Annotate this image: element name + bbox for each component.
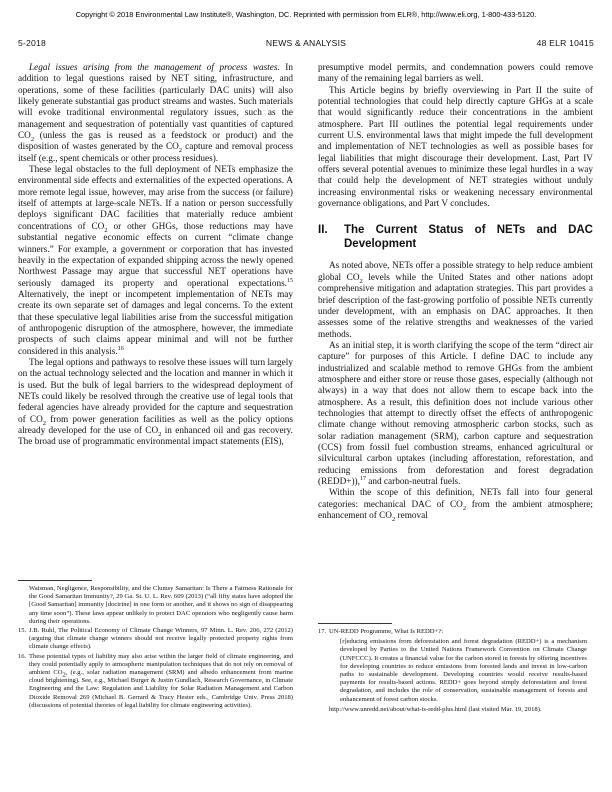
running-header [18,38,594,50]
footnote-ref[interactable]: 15 [287,277,293,284]
footnote: 15. J.B. Ruhl, The Political Economy of Climate Change Winners, 97 Minn. L. Rev. 206, 272 (2012) (arguing that climate change winners should not receive legally protected property rights from climate change effects). [18,627,293,651]
paragraph: The legal options and pathways to resolve these issues will turn largely on the actual technology selected and the location and manner in which it is used. But the bulk of legal barriers to the widespread deployment of NETs could likely be resolved through the creative use of legal tools that federal agencies have already provided for the capture and sequestration of $CO_2$ from power generation facilities as well as the policy options already developed for the use of $CO_2$ in enhanced oil and gas recovery. The broad use of programmatic environmental impact statements (EIS), [18,357,293,448]
right-column [318,63,593,522]
paragraph: Legal issues arising from the management of process wastes. In addition to legal questions raised by NET siting, infrastructure, and operations, some of these facilities (particularly DAC units) will also likely generate substantial gas product streams and wastes. Such materials will evoke traditional environmental regulatory issues, such as the management and sequestration of potentially vast quantities of captured $CO_2$ (unless the gas is reused as a feedstock or product) and the disposition of wastes generated by the $CO_2$ capture and removal process itself (e.g., spent chemicals or other process residues). [18,63,293,164]
section-number: II. [318,224,328,237]
paragraph: This Article begins by briefly overviewing in Part II the suite of potential technologies that could help directly capture GHGs at a scale that would significantly reduce their concentrations in the ambient atmosphere. Part III outlines the potential legal requirements under current U.S. environmental laws that might impede the full development and implementation of NET technologies as well as possible bases for legal liabilities that might discourage their development. Last, Part IV offers several potential avenues to minimize these legal hurdles in a way that could help the development of NET strategies without unduly increasing environmental risks or weakening necessary environmental governance obligations, and Part V concludes. [318,85,593,210]
paragraph: These legal obstacles to the full deployment of NETs emphasize the environmental side effects and externalities of the expected operations. A more remote legal issue, however, may arise from the success (or failure) itself of attempts at large-scale NETs. If a nation or person successfully deploys significant DAC facilities that materially reduce ambient concentrations of $CO_2$ or other GHGs, those reductions may have substantial negative economic effects on current “climate change winners.” For example, a government or corporation that has invested heavily in the expectation of expanded shipping across the newly opened Northwest Passage may argue that successful NET operations have seriously damaged its property and operational expectations.$^{15}$ Alternatively, the inept or incompetent implementation of NETs may create its own separate set of damages and legal concerns. To the extent that these speculative legal liabilities arise from the successful mitigation of anthropogenic disruption of the atmosphere, however, the immediate prospects of such claims appear minimal and will not be further considered in this analysis.$^{16}$ [18,165,294,357]
footnote-rule [318,623,392,624]
footnote-ref[interactable]: 16 [117,345,124,352]
footnotes-left [18,585,293,711]
section-title: The Current Status of NETs and DAC Development [344,224,593,251]
footnote: 17. UN-REDD Programme, What Is REDD+?: [318,628,444,635]
left-column [18,63,293,449]
footnote-rule [18,580,92,581]
footnotes-right [318,628,593,714]
header-date: 5-2018 [18,38,46,48]
paragraph: As an initial step, it is worth clarifying the scope of the term “direct air capture” for purposes of this Article. I define DAC to include any industrialized and scalable method to remove GHGs from the ambient atmosphere and either store or reuse those gases, especially (although not always) in a way that does not allow them to escape back into the atmosphere. As a result, this definition does not include various other technologies that attempt to directly offset the effects of anthropogenic climate change without removing atmospheric carbon stocks, such as solar radiation management (SRM), carbon capture and sequestration (CCS) from fossil fuel combustion streams, enhanced agricultural or silvicultural carbon uptakes (including afforestation, reforestation, and reducing emissions from deforestation and forest degradation (REDD+)),$^{17}$ and carbon-neutral fuels. [318,340,593,487]
footnote: Waisman, Negligence, Responsibility, and the Clumsy Samaritan: Is There a Fairness Rationale for the Good Samaritan Immunity?, 29 Ga. St. U. L. Rev. 609 (2013) (“all fifty states have adopted the [Good Samaritan] immunity [doctrine] in one form or another, and it shows no sign of disappearing any time soon”). These laws appear unlikely to protect DAC operators who negligently cause harm during their operations. [29,585,293,625]
paragraph: Within the scope of this definition, NETs fall into four general categories: mechanical DAC of $CO_2$ from the ambient atmosphere; enhancement of $CO_2$ removal [318,488,593,523]
footnote: 16. These potential types of liability may also arise within the larger field of climate engineering, and they could potentially apply to atmospheric manipulation techniques that do not rely on removal of ambient $CO_2$, (e.g., solar radiation management (SRM) and albedo enhancement from marine cloud brightening). See, e.g., Michael Burger & Justin Gundlach, Research Governance, in Climate Engineering and the Law: Regulation and Liability for Solar Radiation Management and Carbon Dioxide Removal 269 (Michael B. Gerrard & Tracy Hester eds., Cambridge Univ. Press 2018) (discussions of potential theories of legal liability for climate engineering activities). [18,652,293,709]
footnote-blockquote: [r]educing emissions from deforestation and forest degradation (REDD+) is a mechanism developed by Parties to the United Nations Framework Convention on Climate Change (UNFCCC). It creates a financial value for the carbon stored in forests by offering incentives for developing countries to reduce emissions from forested lands and invest in low-carbon paths to sustainable development. Developing countries would receive results-based payments for results-based actions. REDD+ goes beyond simply deforestation and forest degradation, and includes the role of conservation, sustainable management of forests and enhancement of forest carbon stocks. [340,638,587,703]
section-heading [318,223,593,251]
footnote-url[interactable]: http://www.unredd.net/about/what-is-redd-plus.html (last visited Mar. 19, 2018). [329,705,542,713]
header-page-cite: 48 ELR 10415 [536,38,594,48]
paragraph: presumptive model permits, and condemnation powers could remove many of the remaining legal barriers as well. [318,63,593,85]
footnote-ref[interactable]: 17 [359,475,366,482]
paragraph: As noted above, NETs offer a possible strategy to help reduce ambient global $CO_2$ levels while the United States and other nations adopt comprehensive mitigation and adaptation strategies. This part provides a brief description of the fast-growing portfolio of possible NETs currently under development, with an emphasis on DAC approaches. It then assesses some of the relative strengths and weaknesses of the varied methods. [318,261,593,340]
paragraph-lead: Legal issues arising from the management of process wastes. [29,63,280,73]
header-section: NEWS & ANALYSIS [265,38,347,48]
copyright-notice: Copyright © 2018 Environmental Law Institute®, Washington, DC. Reprinted with permission from ELR®, http://www.eli.org, 1-800-433-5120. [75,10,537,19]
